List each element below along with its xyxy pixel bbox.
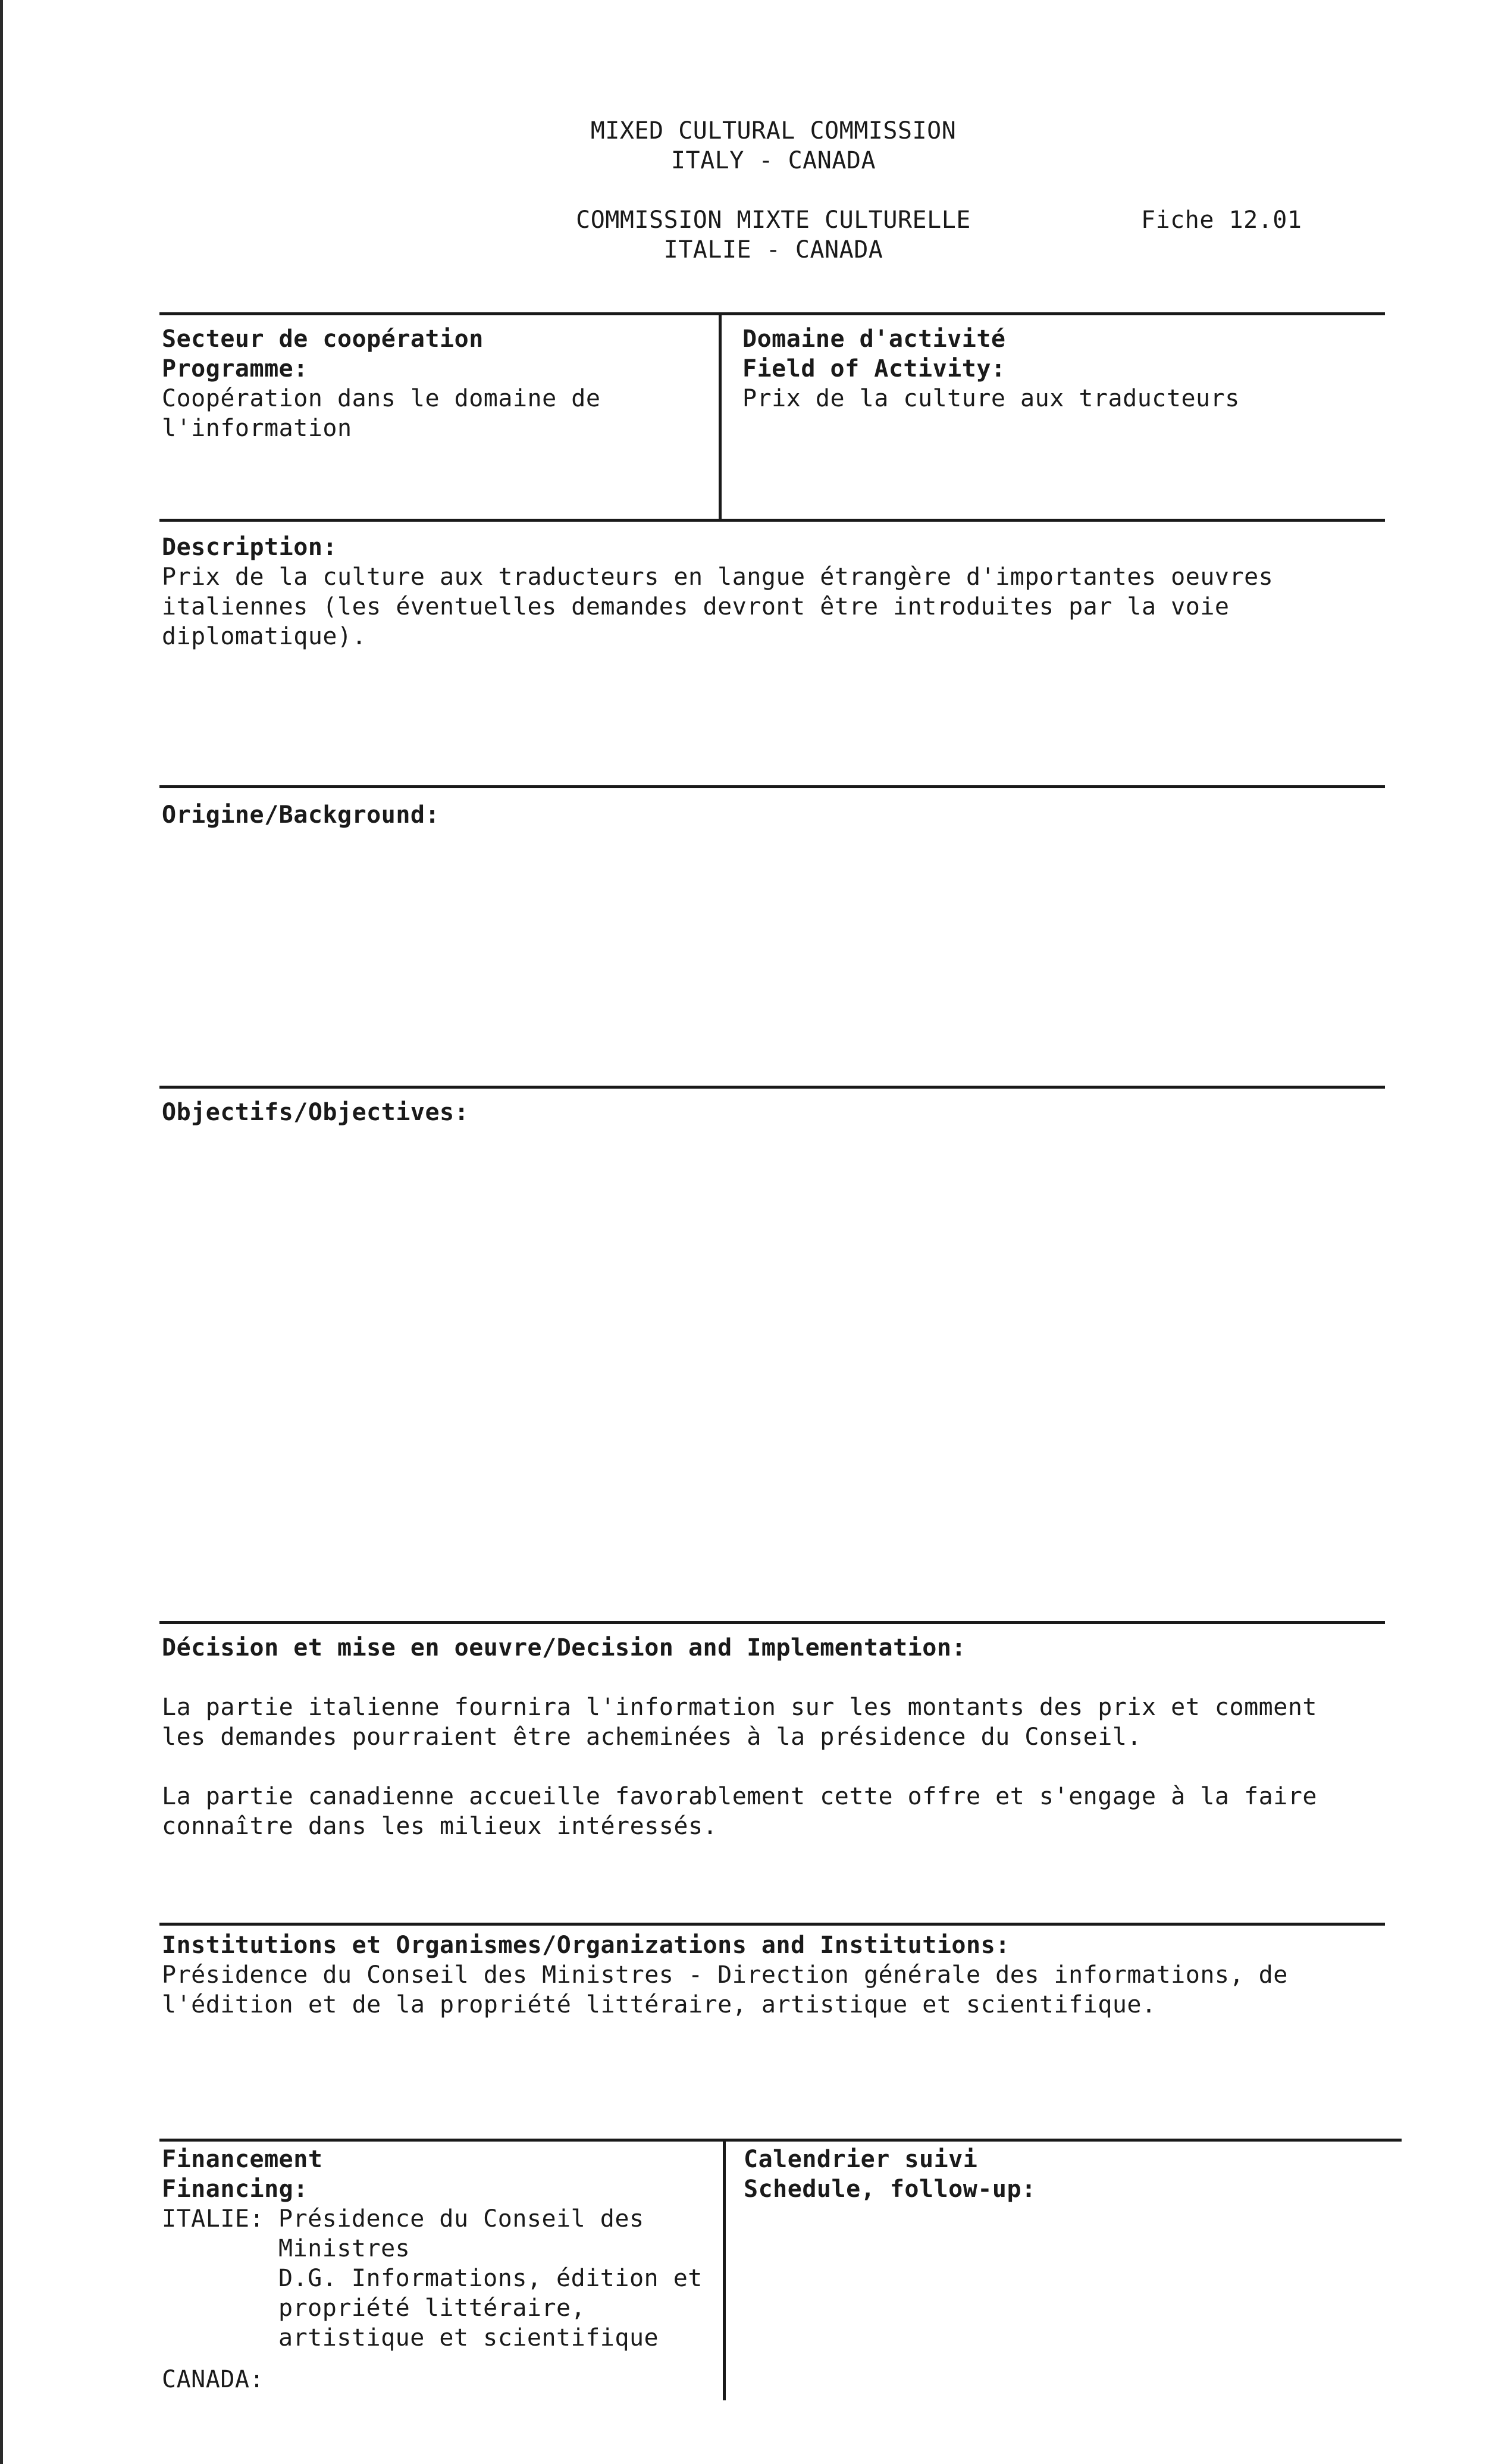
rule-financing-divider: [723, 2139, 726, 2400]
institutions-label: Institutions et Organismes/Organizations and Institutions:: [162, 1932, 1010, 1959]
sector-value-line-2: l'information: [162, 415, 352, 442]
financing-italie-line: Présidence du Conseil des: [278, 2205, 644, 2233]
institutions-line: l'édition et de la propriété littéraire, artistique et scientifique.: [162, 1991, 1156, 2018]
schedule-label-fr: Calendrier suivi: [744, 2146, 978, 2173]
field-label-fr: Domaine d'activité: [742, 325, 1006, 353]
financing-italie-line: artistique et scientifique: [278, 2324, 659, 2352]
field-label-en: Field of Activity:: [742, 355, 1006, 383]
decision-label: Décision et mise en oeuvre/Decision and Implementation:: [162, 1634, 967, 1662]
decision-para2-line: La partie canadienne accueille favorablement cette offre et s'engage à la faire: [162, 1783, 1317, 1810]
fiche-number: Fiche 12.01: [1141, 206, 1302, 234]
description-line: italiennes (les éventuelles demandes devront être introduites par la voie: [162, 593, 1230, 620]
decision-para1-line: les demandes pourraient être acheminées à la présidence du Conseil.: [162, 1723, 1142, 1751]
financing-italie-line: propriété littéraire,: [278, 2294, 586, 2322]
rule-objectives: [159, 1086, 1385, 1089]
scan-edge: [0, 0, 3, 2464]
description-label: Description:: [162, 534, 337, 561]
sector-value-line-1: Coopération dans le domaine de: [162, 385, 601, 412]
description-line: Prix de la culture aux traducteurs en langue étrangère d'importantes oeuvres: [162, 563, 1274, 591]
financing-canada-label: CANADA:: [162, 2366, 265, 2393]
header-title-en: MIXED CULTURAL COMMISSION: [590, 117, 957, 145]
header-subtitle-fr: ITALIE - CANADA: [663, 236, 883, 264]
decision-para2-line: connaître dans les milieux intéressés.: [162, 1813, 718, 1840]
rule-top: [159, 312, 1385, 315]
header-subtitle-en: ITALY - CANADA: [670, 147, 876, 174]
schedule-label-en: Schedule, follow-up:: [744, 2175, 1036, 2203]
financing-italie-line: Ministres: [278, 2235, 410, 2262]
financing-label-fr: Financement: [162, 2146, 323, 2173]
rule-col-divider: [719, 312, 722, 521]
objectives-label: Objectifs/Objectives:: [162, 1099, 469, 1126]
rule-decision: [159, 1621, 1385, 1624]
sector-label: Secteur de coopération: [162, 325, 484, 353]
origin-label: Origine/Background:: [162, 801, 440, 829]
rule-origin: [159, 785, 1385, 788]
programme-label: Programme:: [162, 355, 308, 383]
rule-financing: [159, 2139, 1402, 2142]
financing-label-en: Financing:: [162, 2175, 308, 2203]
decision-para1-line: La partie italienne fournira l'information sur les montants des prix et comment: [162, 1694, 1317, 1721]
description-line: diplomatique).: [162, 623, 367, 650]
header-title-fr: COMMISSION MIXTE CULTURELLE: [576, 206, 971, 234]
institutions-line: Présidence du Conseil des Ministres - Direction générale des informations, de: [162, 1961, 1288, 1989]
rule-description: [159, 519, 1385, 522]
financing-italie-line: D.G. Informations, édition et: [278, 2265, 703, 2292]
rule-institutions: [159, 1923, 1385, 1926]
financing-italie-label: ITALIE:: [162, 2205, 265, 2233]
field-value: Prix de la culture aux traducteurs: [742, 385, 1240, 412]
